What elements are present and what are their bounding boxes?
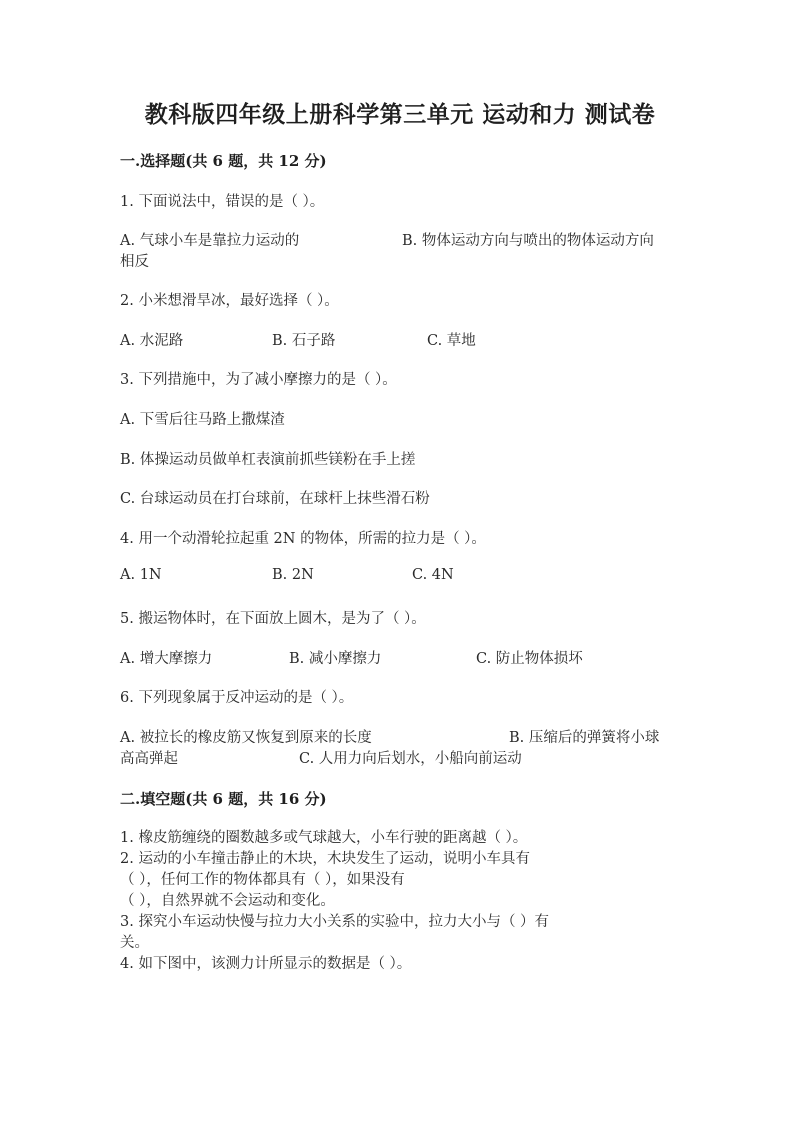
question-2-option-b: B. 石子路: [272, 333, 336, 349]
question-5-option-c: C. 防止物体损坏: [476, 651, 583, 667]
question-1-option-b: B. 物体运动方向与喷出的物体运动方向: [402, 233, 654, 249]
question-3-stem: 3. 下列措施中，为了减小摩擦力的是（ ）。: [120, 372, 397, 388]
question-3-option-c: C. 台球运动员在打台球前，在球杆上抹些滑石粉: [120, 491, 430, 507]
question-4-option-c: C. 4N: [412, 567, 454, 583]
fill-line-1: 1. 橡皮筋缠绕的圈数越多或气球越大，小车行驶的距离越（ ）。: [120, 830, 528, 846]
question-2-stem: 2. 小米想滑旱冰，最好选择（ ）。: [120, 293, 339, 309]
question-4-option-b: B. 2N: [272, 567, 314, 583]
question-5-stem: 5. 搬运物体时，在下面放上圆木，是为了（ ）。: [120, 611, 426, 627]
question-3-option-a: A. 下雪后往马路上撒煤渣: [120, 412, 285, 428]
question-1-option-a: A. 气球小车是靠拉力运动的: [120, 233, 300, 249]
question-4-stem: 4. 用一个动滑轮拉起重 2N 的物体，所需的拉力是（ ）。: [120, 531, 486, 547]
question-6-option-b-continued: 高高弹起: [120, 751, 178, 767]
question-6-option-a: A. 被拉长的橡皮筋又恢复到原来的长度: [120, 730, 372, 746]
question-1-stem: 1. 下面说法中，错误的是（ ）。: [120, 194, 325, 210]
question-4-option-a: A. 1N: [120, 567, 162, 583]
question-5-option-a: A. 增大摩擦力: [120, 651, 213, 667]
question-1-option-b-continued: 相反: [120, 254, 149, 270]
question-6-option-c: C. 人用力向后划水，小船向前运动: [299, 751, 522, 767]
question-6-option-b: B. 压缩后的弹簧将小球: [509, 730, 660, 746]
fill-line-3: （ ），任何工作的物体都具有（ ），如果没有: [120, 872, 405, 888]
page-title: 教科版四年级上册科学第三单元 运动和力 测试卷: [144, 101, 656, 128]
question-6-stem: 6. 下列现象属于反冲运动的是（ ）。: [120, 690, 354, 706]
fill-line-6: 关。: [120, 935, 149, 951]
section-heading-choice: 一.选择题(共 6 题，共 12 分): [120, 152, 327, 170]
question-2-option-c: C. 草地: [427, 333, 476, 349]
fill-line-4: （ ），自然界就不会运动和变化。: [120, 893, 335, 909]
fill-line-2: 2. 运动的小车撞击静止的木块，木块发生了运动，说明小车具有: [120, 851, 530, 867]
fill-line-5: 3. 探究小车运动快慢与拉力大小关系的实验中，拉力大小与（ ）有: [120, 914, 550, 930]
question-2-option-a: A. 水泥路: [120, 333, 184, 349]
question-5-option-b: B. 减小摩擦力: [289, 651, 382, 667]
question-3-option-b: B. 体操运动员做单杠表演前抓些镁粉在手上搓: [120, 452, 416, 468]
section-heading-fill: 二.填空题(共 6 题，共 16 分): [120, 790, 327, 808]
fill-line-7: 4. 如下图中，该测力计所显示的数据是（ ）。: [120, 956, 412, 972]
